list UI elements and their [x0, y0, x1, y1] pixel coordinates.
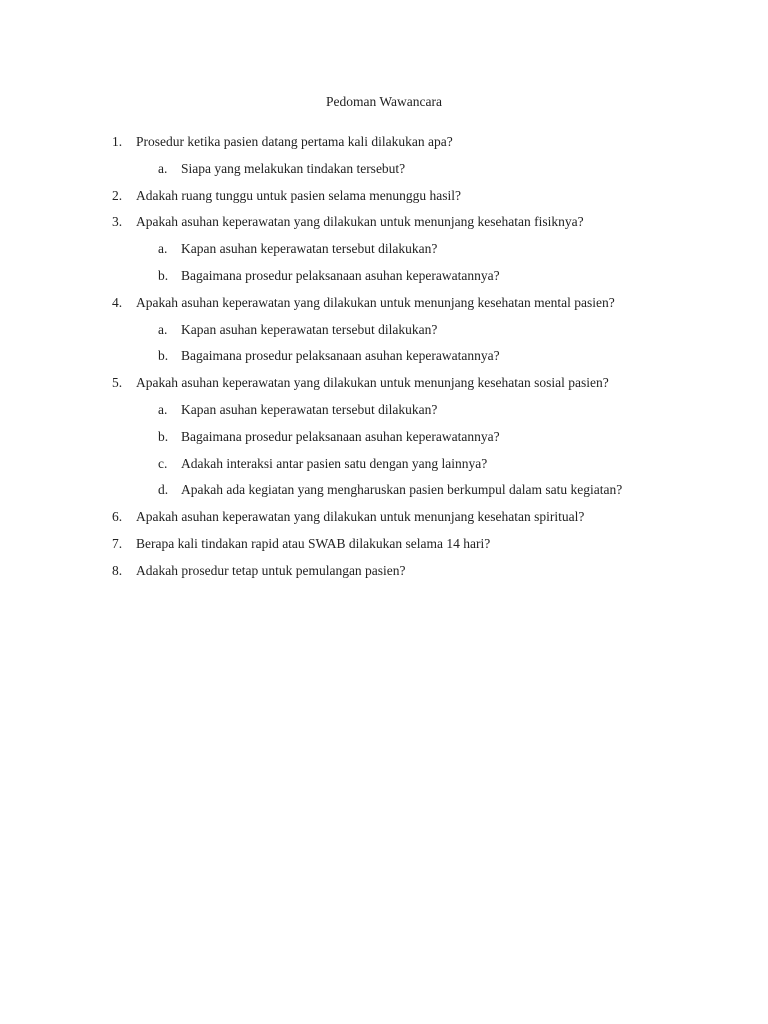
sub-question-item: [0, 480, 768, 507]
question-item: [0, 561, 768, 588]
item-letter: b.: [158, 428, 169, 444]
question-item: [0, 507, 768, 534]
item-letter: d.: [158, 482, 169, 498]
item-letter: a.: [158, 160, 168, 176]
sub-question-text: Kapan asuhan keperawatan tersebut dilakukan?: [181, 401, 438, 417]
sub-question-item: [0, 454, 768, 481]
item-letter: b.: [158, 267, 169, 283]
sub-question-text: Bagaimana prosedur pelaksanaan asuhan keperawatannya?: [181, 428, 500, 444]
question-text: Apakah asuhan keperawatan yang dilakukan untuk menunjang kesehatan spiritual?: [136, 509, 585, 525]
document-title: Pedoman Wawancara: [326, 94, 442, 109]
item-letter: a.: [158, 321, 168, 337]
sub-question-item: [0, 239, 768, 266]
sub-question-item: [0, 159, 768, 186]
item-number: 3.: [112, 214, 123, 230]
question-item: [0, 212, 768, 239]
question-item: [0, 132, 768, 159]
sub-question-text: Bagaimana prosedur pelaksanaan asuhan keperawatannya?: [181, 267, 500, 283]
item-letter: a.: [158, 401, 168, 417]
question-item: [0, 534, 768, 561]
question-item: [0, 373, 768, 400]
sub-question-text: Siapa yang melakukan tindakan tersebut?: [181, 160, 406, 176]
question-item: [0, 293, 768, 320]
item-letter: b.: [158, 348, 169, 364]
question-text: Apakah asuhan keperawatan yang dilakukan untuk menunjang kesehatan fisiknya?: [136, 214, 584, 230]
sub-question-text: Bagaimana prosedur pelaksanaan asuhan keperawatannya?: [181, 348, 500, 364]
question-item: [0, 186, 768, 213]
item-letter: c.: [158, 455, 168, 471]
sub-question-item: [0, 266, 768, 293]
item-number: 1.: [112, 134, 123, 149]
question-text: Adakah prosedur tetap untuk pemulangan pasien?: [136, 562, 406, 578]
sub-question-text: Adakah interaksi antar pasien satu dengan yang lainnya?: [181, 455, 488, 471]
sub-question-text: Kapan asuhan keperawatan tersebut dilakukan?: [181, 241, 438, 257]
sub-question-item: [0, 320, 768, 347]
item-number: 5.: [112, 375, 123, 391]
item-number: 4.: [112, 294, 123, 310]
item-number: 6.: [112, 509, 123, 525]
sub-question-text: Apakah ada kegiatan yang mengharuskan pasien berkumpul dalam satu kegiatan?: [181, 482, 623, 498]
item-letter: a.: [158, 241, 168, 257]
item-number: 7.: [112, 535, 123, 551]
question-list: [0, 132, 768, 588]
question-text: Apakah asuhan keperawatan yang dilakukan untuk menunjang kesehatan sosial pasien?: [136, 375, 609, 391]
sub-question-item: [0, 400, 768, 427]
sub-question-item: [0, 427, 768, 454]
question-text: Apakah asuhan keperawatan yang dilakukan untuk menunjang kesehatan mental pasien?: [136, 294, 615, 310]
sub-question-text: Kapan asuhan keperawatan tersebut dilakukan?: [181, 321, 438, 337]
question-text: Adakah ruang tunggu untuk pasien selama menunggu hasil?: [136, 187, 462, 203]
question-text: Berapa kali tindakan rapid atau SWAB dilakukan selama 14 hari?: [136, 535, 491, 551]
item-number: 2.: [112, 187, 123, 203]
question-text: Prosedur ketika pasien datang pertama kali dilakukan apa?: [136, 134, 453, 149]
sub-question-item: [0, 346, 768, 373]
item-number: 8.: [112, 562, 123, 578]
